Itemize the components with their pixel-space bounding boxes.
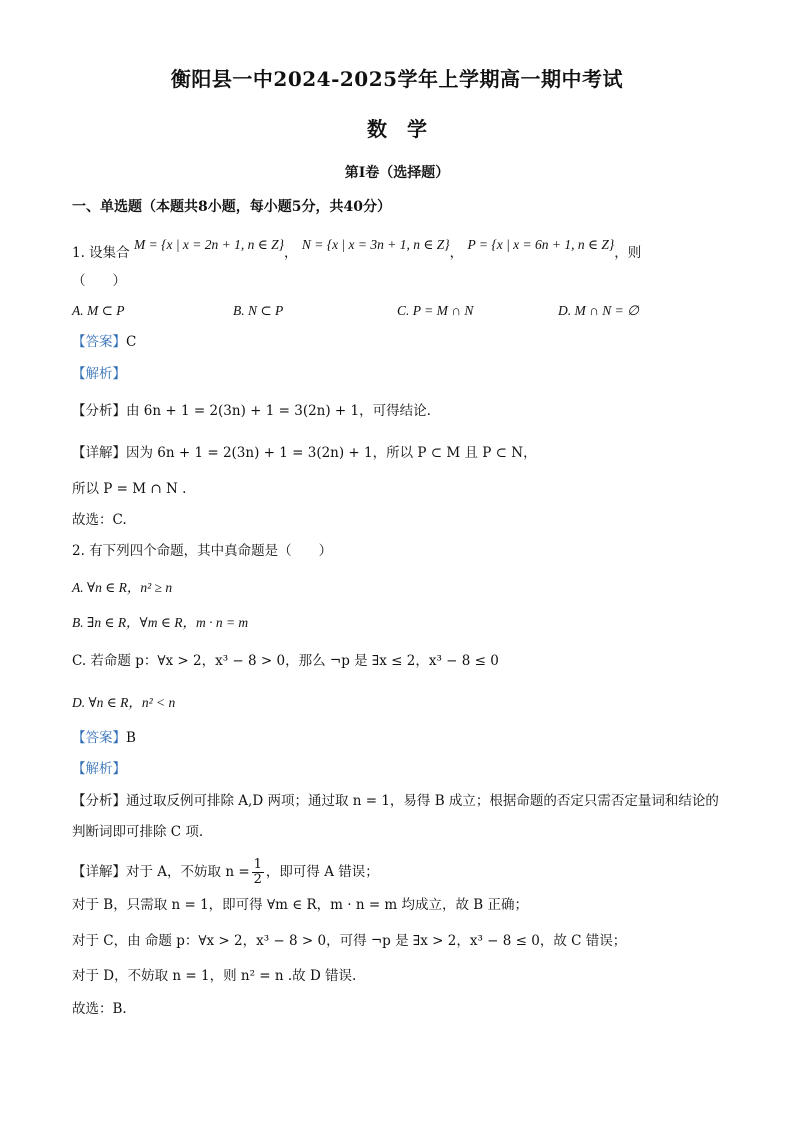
- q1-option-d: D. M ∩ N = ∅: [558, 303, 639, 318]
- q2-option-a: A. ∀n ∈ R，n² ≥ n: [72, 580, 173, 595]
- q1-answer: [72, 333, 136, 351]
- q1-set-p: P = {x | x = 6n + 1, n ∈ Z}: [467, 237, 615, 252]
- q2-fenxi: [72, 792, 719, 810]
- q2-fenxi-line1: 通过取反例可排除 A,D 两项；通过取 n = 1，易得 B 成立；根据命题的否定只需否定量词和结论的: [126, 793, 719, 809]
- q1-xiangjie: [72, 444, 537, 462]
- q2-xiangjie-a-before: 对于 A，不妨取 n =: [126, 864, 250, 880]
- q1-xiangjie-tag: 【详解】: [72, 445, 126, 461]
- q2-line-d: 对于 D，不妨取 n = 1，则 n² = n .故 D 错误.: [72, 968, 357, 984]
- q1-analysis-tag: 【解析】: [72, 366, 126, 382]
- q2-answer: [72, 729, 136, 747]
- q2-analysis-tag: 【解析】: [72, 761, 126, 777]
- section-heading: 一、单选题（本题共8小题，每小题5分，共40分）: [72, 199, 391, 215]
- q2-xiangjie-tag: 【详解】: [72, 864, 126, 880]
- q2-answer-value: B: [126, 730, 136, 746]
- q2-option-b: B. ∃n ∈ R，∀m ∈ R，m · n = m: [72, 615, 249, 630]
- q1-fenxi-tag: 【分析】: [72, 403, 126, 419]
- fraction-one-half: [252, 858, 264, 887]
- q1-set-n: N = {x | x = 3n + 1, n ∈ Z}: [301, 237, 450, 252]
- q2-line-b: 对于 B，只需取 n = 1，即可得 ∀m ∈ R，m · n = m 均成立，故 B 正确；: [72, 897, 529, 913]
- q1-stem-suffix: ，则: [614, 245, 642, 261]
- q1-option-a: A. M ⊂ P: [72, 303, 125, 318]
- q1-stem: [72, 237, 642, 262]
- q2-choice: 故选：B.: [72, 1001, 127, 1017]
- q1-choice: 故选：C.: [72, 512, 127, 528]
- q1-sep2: ，: [449, 245, 464, 261]
- q2-fenxi-tag: 【分析】: [72, 793, 126, 809]
- q2-line-c: 对于 C，由 命题 p：∀x > 2，x³ − 8 > 0，可得 ¬p 是 ∃x > 2，x³ − 8 ≤ 0，故 C 错误；: [72, 933, 627, 949]
- volume-title: 第I卷（选择题）: [344, 165, 450, 181]
- q1-option-c: C. P = M ∩ N: [397, 303, 474, 318]
- q1-fenxi-text: 由 6n + 1 = 2(3n) + 1 = 3(2n) + 1，可得结论.: [126, 403, 431, 419]
- q1-set-m: M = {x | x = 2n + 1, n ∈ Z}: [133, 237, 285, 252]
- q1-fenxi: [72, 402, 431, 420]
- subject-title: 数 学: [367, 117, 427, 141]
- q1-conclusion: 所以 P = M ∩ N .: [72, 481, 187, 497]
- q1-answer-value: C: [126, 334, 137, 350]
- q2-xiangjie-a: [72, 858, 379, 887]
- q2-option-d: D. ∀n ∈ R，n² < n: [72, 695, 176, 710]
- q2-fenxi-line2: 判断词即可排除 C 项.: [72, 824, 204, 840]
- q1-stem-prefix: 1. 设集合: [72, 245, 130, 261]
- fraction-denominator: 2: [253, 872, 262, 887]
- q1-paren: （ ）: [72, 273, 126, 289]
- q2-answer-tag: 【答案】: [72, 730, 126, 746]
- q1-answer-tag: 【答案】: [72, 334, 126, 350]
- q1-sep1: ，: [284, 245, 298, 261]
- q1-xiangjie-text: 因为 6n + 1 = 2(3n) + 1 = 3(2n) + 1，所以 P ⊂ M 且 P ⊂ N，: [126, 445, 537, 461]
- q2-stem: 2. 有下列四个命题，其中真命题是（ ）: [72, 543, 333, 559]
- q2-xiangjie-a-after: ，即可得 A 错误；: [265, 864, 379, 880]
- exam-title: 衡阳县一中2024-2025学年上学期高一期中考试: [170, 67, 624, 91]
- fraction-numerator: 1: [253, 857, 262, 872]
- q1-option-b: B. N ⊂ P: [233, 303, 284, 318]
- q2-option-c: C. 若命题 p：∀x > 2，x³ − 8 > 0，那么 ¬p 是 ∃x ≤ 2，x³ − 8 ≤ 0: [72, 653, 499, 669]
